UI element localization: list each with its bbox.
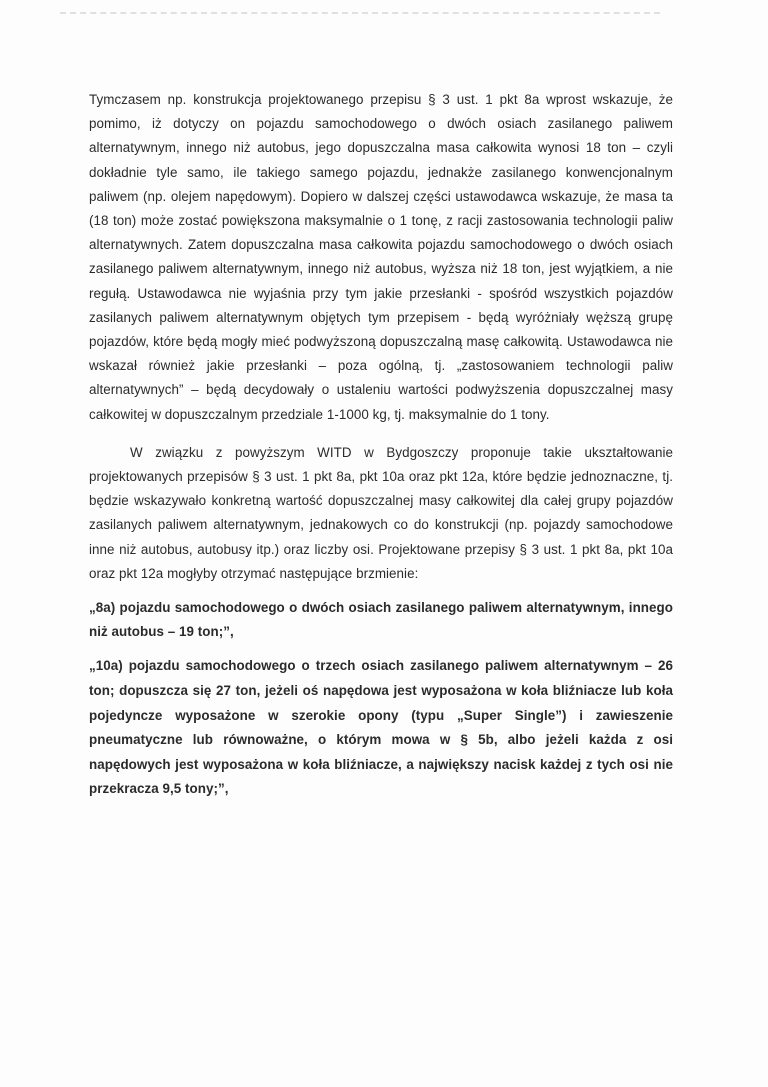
document-body [89,88,673,802]
proposed-provision-10a: „10a) pojazdu samochodowego o trzech osiach zasilanego paliwem alternatywnym – 26 ton; dopuszcza się 27 ton, jeżeli oś napędowa jest wyposażona w koła bliźniacze lub koła pojedyncze wyposażone w szerokie opony (typu „Super Single”) i zawieszenie pneumatyczne lub równoważne, o którym mowa w § 5b, albo jeżeli każda z osi napędowych jest wyposażona w koła bliźniacze, a największy nacisk każdej z tych osi nie przekracza 9,5 tony;”, [89,658,673,797]
paragraph-argument: Tymczasem np. konstrukcja projektowanego przepisu § 3 ust. 1 pkt 8a wprost wskazuje, że pomimo, iż dotyczy on pojazdu samochodowego o dwóch osiach zasilanego paliwem alternatywnym, innego niż autobus, jego dopuszczalna masa całkowita wynosi 18 ton – czyli dokładnie tyle samo, ile takiego samego pojazdu, jednakże zasilanego konwencjonalnym paliwem (np. olejem napędowym). Dopiero w dalszej części ustawodawca wskazuje, że masa ta (18 ton) może zostać powiększona maksymalnie o 1 tonę, z racji zastosowania technologii paliw alternatywnych. Zatem dopuszczalna masa całkowita pojazdu samochodowego o dwóch osiach zasilanego paliwem alternatywnym, innego niż autobus, wyższa niż 18 ton, jest wyjątkiem, a nie regułą. Ustawodawca nie wyjaśnia przy tym jakie przesłanki - spośród wszystkich pojazdów zasilanych paliwem alternatywnym objętych tym przepisem - będą wyróżniały węższą grupę pojazdów, które będą mogły mieć podwyższoną dopuszczalną masę całkowitą. Ustawodawca nie wskazał również jakie przesłanki – poza ogólną, tj. „zastosowaniem technologii paliw alternatywnych” – będą decydowały o ustaleniu wartości podwyższenia dopuszczalnej masy całkowitej w dopuszczalnym przedziale 1-1000 kg, tj. maksymalnie do 1 tony. [89,92,673,422]
paragraph-proposal: W związku z powyższym WITD w Bydgoszczy proponuje takie ukształtowanie projektowanych przepisów § 3 ust. 1 pkt 8a, pkt 10a oraz pkt 12a, które będzie jednoznaczne, tj. będzie wskazywało konkretną wartość dopuszczalnej masy całkowitej dla całej grupy pojazdów zasilanych paliwem alternatywnym, jednakowych co do konstrukcji (np. pojazdy samochodowe inne niż autobus, autobusy itp.) oraz liczby osi. Projektowane przepisy § 3 ust. 1 pkt 8a, pkt 10a oraz pkt 12a mogłyby otrzymać następujące brzmienie: [89,444,673,581]
scan-artifact-top [60,12,660,20]
proposed-provision-8a: „8a) pojazdu samochodowego o dwóch osiach zasilanego paliwem alternatywnym, innego niż autobus – 19 ton;”, [89,600,673,640]
